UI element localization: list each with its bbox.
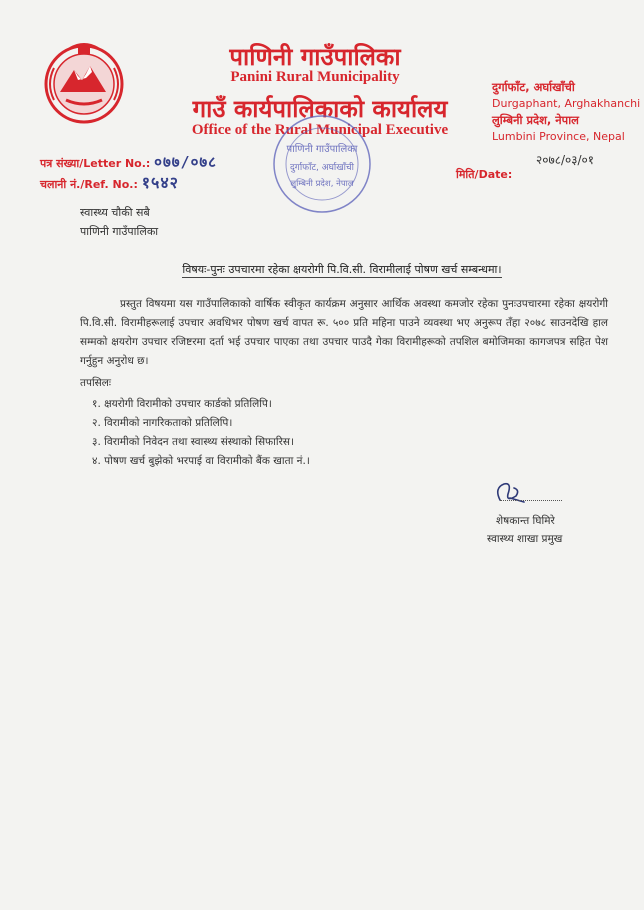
date-value: २०७८/०३/०१ xyxy=(536,153,595,167)
subject-line xyxy=(132,262,552,277)
list-item-4: ४. पोषण खर्च बुझेको भरपाई वा विरामीको बैंक खाता नं.। xyxy=(92,455,310,467)
letter-no-row xyxy=(40,152,217,172)
address-english-1: Durgaphant, Arghakhanchi xyxy=(492,97,641,110)
letter-no-label: पत्र संख्या/Letter No.: xyxy=(40,157,151,170)
list-heading: तपसिलः xyxy=(80,377,112,389)
signer-name: शेषकान्त घिमिरे xyxy=(496,515,555,527)
nepal-emblem-icon xyxy=(40,38,128,126)
list-item-3: ३. विरामीको निवेदन तथा स्वास्थ्य संस्थाको सिफारिस। xyxy=(92,436,294,448)
ref-no-label: चलानी नं./Ref. No.: xyxy=(40,178,138,191)
subject-text: विषयः-पुनः उपचारमा रहेका क्षयरोगी पि.वि.सी. विरामीलाई पोषण खर्च सम्बन्धमा। xyxy=(182,263,502,276)
ref-no-value: १५४२ xyxy=(141,173,179,192)
ref-no-row xyxy=(40,171,179,193)
municipality-name-english: Panini Rural Municipality xyxy=(230,69,400,85)
list-item-1: १. क्षयरोगी विरामीको उपचार कार्डको प्रतिलिपि। xyxy=(92,398,272,410)
recipient-line1: स्वास्थ्य चौकी सबै xyxy=(80,206,150,219)
stamp-text-line3: लुम्बिनी प्रदेश, नेपाल xyxy=(290,179,354,189)
municipality-name-nepali: पाणिनी गाउँपालिका xyxy=(229,43,401,71)
stamp-text-line2: दुर्गाफाँट, अर्घाखाँची xyxy=(290,163,354,173)
office-name-nepali: गाउँ कार्यपालिकाको कार्यालय xyxy=(192,95,448,123)
address-english-2: Lumbini Province, Nepal xyxy=(492,130,625,143)
handwritten-signature xyxy=(490,478,530,508)
address-nepali-2: लुम्बिनी प्रदेश, नेपाल xyxy=(492,113,579,127)
stamp-text-line1: पाणिनी गाउँपालिका xyxy=(286,144,358,155)
office-stamp xyxy=(270,112,374,216)
signer-title: स्वास्थ्य शाखा प्रमुख xyxy=(487,533,563,545)
office-name-english: Office of the Rural Municipal Executive xyxy=(191,122,449,138)
letter-no-value: ०७७/०७८ xyxy=(154,153,217,171)
body-paragraph: प्रस्तुत विषयमा यस गाउँपालिकाको वार्षिक स्वीकृत कार्यक्रम अनुसार आर्थिक अवस्था कमजोर रहेका पुनःउपचारमा रहेका क्षयरोगी पि.वि.सी. विरामीहरूलाई उपचार अवधिभर पोषण खर्च वापत रू. ५०० प्रति महिना पाउने व्यवस्था भए अनुरूप तँहा २०७८ साउनदेखि हाल सम्मको क्षयरोग उपचार रजिष्टरमा दर्ता भई उपचार पाएका तथा उपचार पाउदै गेका विरामीहरूको तपशिल बमोजिमका कागजपत्र सहित पेश गर्नुहुन अनुरोध छ। xyxy=(80,298,608,367)
recipient-line2: पाणिनी गाउँपालिका xyxy=(80,225,159,238)
date-label: मिति/Date: xyxy=(456,168,513,181)
signature-line xyxy=(500,500,562,501)
list-item-2: २. विरामीको नागरिकताको प्रतिलिपि। xyxy=(92,417,233,429)
address-nepali-1: दुर्गाफाँट, अर्घाखाँची xyxy=(492,80,575,94)
